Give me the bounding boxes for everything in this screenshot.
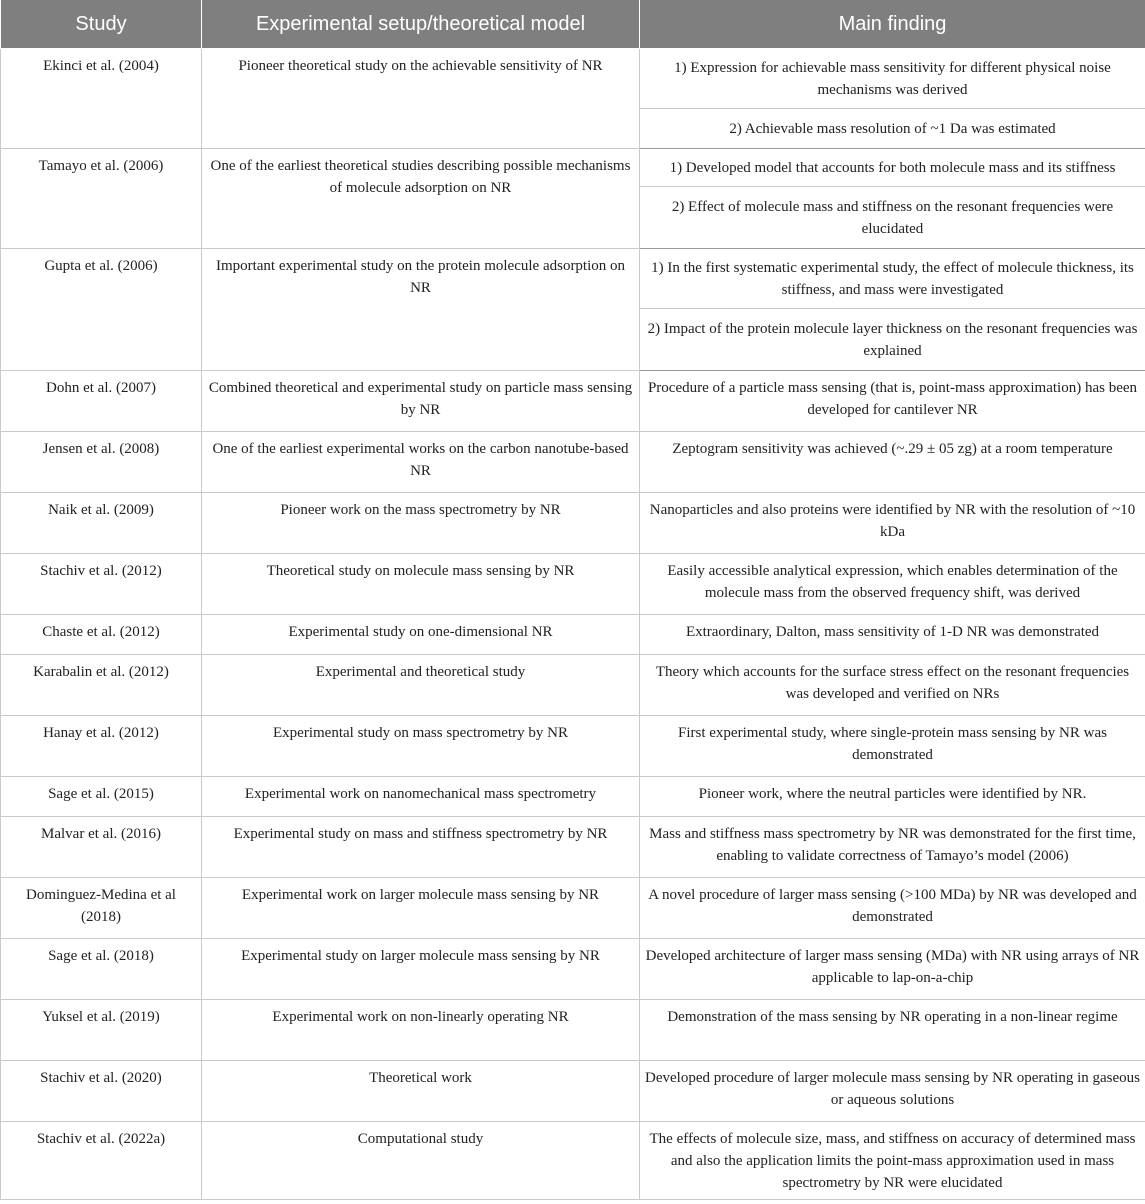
finding-cell: A novel procedure of larger mass sensing (>100 MDa) by NR was developed and demonstrated	[640, 878, 1145, 939]
header-finding: Main finding	[640, 0, 1145, 49]
study-cell: Naik et al. (2009)	[1, 493, 202, 554]
finding-cell: Procedure of a particle mass sensing (that is, point-mass approximation) has been developed for cantilever NR	[640, 371, 1145, 432]
table-row	[1, 716, 1145, 777]
table-row	[1, 49, 1145, 109]
finding-cell: The effects of molecule size, mass, and stiffness on accuracy of determined mass and also the application limits the point-mass approximation used in mass spectrometry by NR were elucidated	[640, 1122, 1145, 1200]
table-row	[1, 1000, 1145, 1061]
study-cell: Yuksel et al. (2019)	[1, 1000, 202, 1061]
header-model: Experimental setup/theoretical model	[202, 0, 640, 49]
study-cell: Stachiv et al. (2012)	[1, 554, 202, 615]
model-cell: Pioneer work on the mass spectrometry by NR	[202, 493, 640, 554]
finding-cell: Zeptogram sensitivity was achieved (~.29 ± 05 zg) at a room temperature	[640, 432, 1145, 493]
study-cell: Tamayo et al. (2006)	[1, 149, 202, 249]
finding-cell: Theory which accounts for the surface stress effect on the resonant frequencies was developed and verified on NRs	[640, 655, 1145, 716]
table-row	[1, 655, 1145, 716]
model-cell: Experimental study on mass and stiffness spectrometry by NR	[202, 817, 640, 878]
study-cell: Malvar et al. (2016)	[1, 817, 202, 878]
model-cell: One of the earliest theoretical studies describing possible mechanisms of molecule adsorption on NR	[202, 149, 640, 249]
study-cell: Dominguez-Medina et al (2018)	[1, 878, 202, 939]
finding-cell: 2) Achievable mass resolution of ~1 Da was estimated	[640, 109, 1145, 149]
model-cell: Theoretical work	[202, 1061, 640, 1122]
table-row	[1, 1061, 1145, 1122]
study-cell: Dohn et al. (2007)	[1, 371, 202, 432]
table-row	[1, 149, 1145, 187]
header-row	[1, 0, 1145, 49]
table-row	[1, 493, 1145, 554]
model-cell: Experimental study on larger molecule mass sensing by NR	[202, 939, 640, 1000]
study-cell: Stachiv et al. (2020)	[1, 1061, 202, 1122]
model-cell: Experimental and theoretical study	[202, 655, 640, 716]
model-cell: Pioneer theoretical study on the achievable sensitivity of NR	[202, 49, 640, 149]
finding-cell: 1) In the first systematic experimental study, the effect of molecule thickness, its stiffness, and mass were investigated	[640, 249, 1145, 309]
finding-cell: Demonstration of the mass sensing by NR operating in a non-linear regime	[640, 1000, 1145, 1061]
table-body	[1, 49, 1145, 1200]
study-cell: Gupta et al. (2006)	[1, 249, 202, 371]
table-row	[1, 554, 1145, 615]
header-study: Study	[1, 0, 202, 49]
model-cell: Experimental work on larger molecule mass sensing by NR	[202, 878, 640, 939]
finding-cell: First experimental study, where single-protein mass sensing by NR was demonstrated	[640, 716, 1145, 777]
model-cell: Computational study	[202, 1122, 640, 1200]
model-cell: Experimental work on nanomechanical mass spectrometry	[202, 777, 640, 817]
model-cell: Experimental work on non-linearly operating NR	[202, 1000, 640, 1061]
finding-cell: 2) Effect of molecule mass and stiffness on the resonant frequencies were elucidated	[640, 187, 1145, 249]
study-cell: Jensen et al. (2008)	[1, 432, 202, 493]
finding-cell: Developed procedure of larger molecule mass sensing by NR operating in gaseous or aqueous solutions	[640, 1061, 1145, 1122]
study-cell: Sage et al. (2015)	[1, 777, 202, 817]
table-row	[1, 939, 1145, 1000]
finding-cell: 2) Impact of the protein molecule layer thickness on the resonant frequencies was explained	[640, 309, 1145, 371]
finding-cell: Easily accessible analytical expression, which enables determination of the molecule mass from the observed frequency shift, was derived	[640, 554, 1145, 615]
model-cell: Combined theoretical and experimental study on particle mass sensing by NR	[202, 371, 640, 432]
study-cell: Karabalin et al. (2012)	[1, 655, 202, 716]
model-cell: Experimental study on mass spectrometry by NR	[202, 716, 640, 777]
finding-cell: 1) Expression for achievable mass sensitivity for different physical noise mechanisms was derived	[640, 49, 1145, 109]
model-cell: Theoretical study on molecule mass sensing by NR	[202, 554, 640, 615]
table-row	[1, 432, 1145, 493]
study-cell: Chaste et al. (2012)	[1, 615, 202, 655]
table-row	[1, 777, 1145, 817]
study-cell: Sage et al. (2018)	[1, 939, 202, 1000]
study-cell: Hanay et al. (2012)	[1, 716, 202, 777]
model-cell: Experimental study on one-dimensional NR	[202, 615, 640, 655]
finding-cell: 1) Developed model that accounts for both molecule mass and its stiffness	[640, 149, 1145, 187]
table-row	[1, 817, 1145, 878]
table-row	[1, 878, 1145, 939]
model-cell: One of the earliest experimental works on the carbon nanotube-based NR	[202, 432, 640, 493]
table-row	[1, 371, 1145, 432]
table-row	[1, 1122, 1145, 1200]
finding-cell: Extraordinary, Dalton, mass sensitivity of 1-D NR was demonstrated	[640, 615, 1145, 655]
table-row	[1, 615, 1145, 655]
study-cell: Ekinci et al. (2004)	[1, 49, 202, 149]
finding-cell: Developed architecture of larger mass sensing (MDa) with NR using arrays of NR applicable to lap-on-a-chip	[640, 939, 1145, 1000]
finding-cell: Mass and stiffness mass spectrometry by NR was demonstrated for the first time, enabling to validate correctness of Tamayo’s model (2006)	[640, 817, 1145, 878]
study-cell: Stachiv et al. (2022a)	[1, 1122, 202, 1200]
table-row	[1, 249, 1145, 309]
finding-cell: Nanoparticles and also proteins were identified by NR with the resolution of ~10 kDa	[640, 493, 1145, 554]
finding-cell: Pioneer work, where the neutral particles were identified by NR.	[640, 777, 1145, 817]
model-cell: Important experimental study on the protein molecule adsorption on NR	[202, 249, 640, 371]
